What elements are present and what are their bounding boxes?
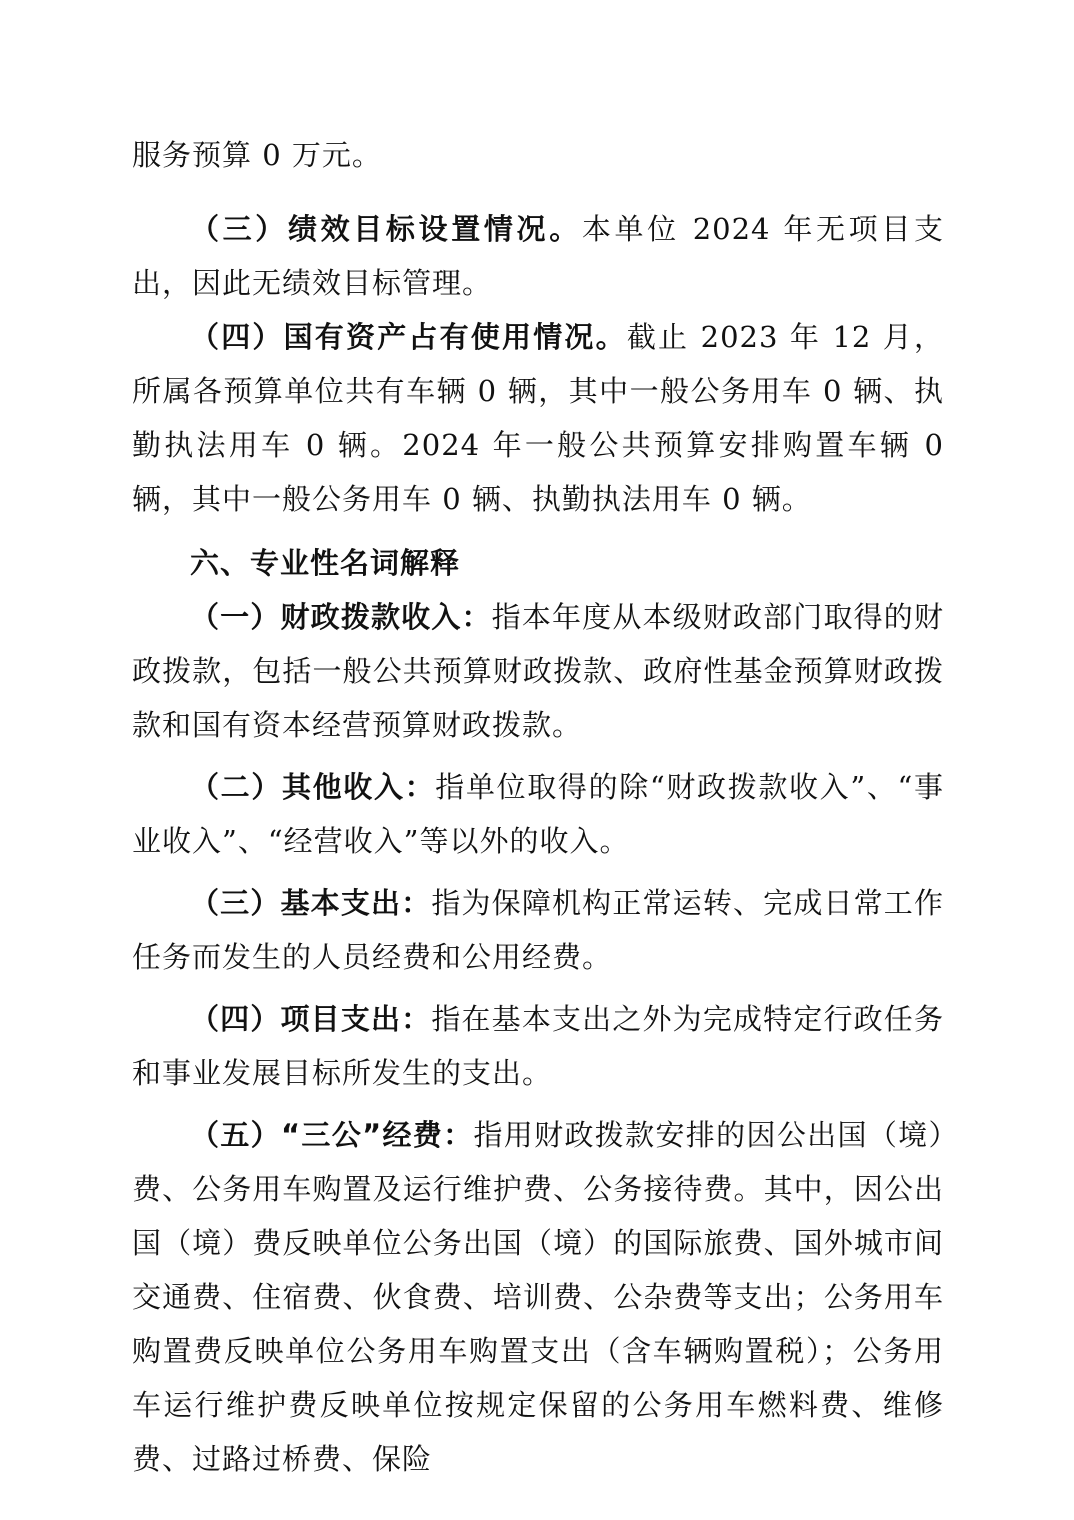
paragraph-state-assets	[132, 310, 944, 526]
definition-other-income	[132, 760, 944, 868]
paragraph-text: 本单位 2024 年无项目支出，因此无绩效目标管理。	[132, 212, 944, 300]
definition-text: 指在基本支出之外为完成特定行政任务和事业发展目标所发生的支出。	[132, 1002, 944, 1090]
definition-project-expenditure	[132, 992, 944, 1100]
definition-term: （五）“三公”经费：	[190, 1118, 474, 1152]
paragraph-lead: （三）绩效目标设置情况。	[190, 212, 582, 246]
definition-basic-expenditure	[132, 876, 944, 984]
paragraph-performance-goals	[132, 202, 944, 310]
definition-term: （三）基本支出：	[190, 886, 432, 920]
definition-term: （一）财政拨款收入：	[190, 600, 492, 634]
definition-three-public-expenses	[132, 1108, 944, 1486]
paragraph-text: 服务预算 0 万元。	[132, 138, 382, 172]
definition-text: 指为保障机构正常运转、完成日常工作任务而发生的人员经费和公用经费。	[132, 886, 944, 974]
definition-text: 指用财政拨款安排的因公出国（境）费、公务用车购置及运行维护费、公务接待费。其中，因公出国（境）费反映单位公务出国（境）的国际旅费、国外城市间交通费、住宿费、伙食费、培训费、公杂费等支出；公务用车购置费反映单位公务用车购置支出（含车辆购置税）；公务用车运行维护费反映单位按规定保留的公务用车燃料费、维修费、过路过桥费、保险	[132, 1118, 944, 1476]
definition-term: （二）其他收入：	[190, 770, 436, 804]
paragraph-text: 截止 2023 年 12 月，所属各预算单位共有车辆 0 辆，其中一般公务用车 0 辆、执勤执法用车 0 辆。2024 年一般公共预算安排购置车辆 0 辆，其中一般公务用车 0 辆、执勤执法用车 0 辆。	[132, 320, 944, 516]
section-heading: 六、专业性名词解释	[190, 546, 461, 580]
definition-term: （四）项目支出：	[190, 1002, 432, 1036]
definition-fiscal-appropriation-income	[132, 590, 944, 752]
document-body	[132, 128, 944, 1486]
definition-text: 指本年度从本级财政部门取得的财政拨款，包括一般公共预算财政拨款、政府性基金预算财政拨款和国有资本经营预算财政拨款。	[132, 600, 944, 742]
definition-text: 指单位取得的除“财政拨款收入”、“事业收入”、“经营收入”等以外的收入。	[132, 770, 944, 858]
paragraph-lead: （四）国有资产占有使用情况。	[190, 320, 627, 354]
paragraph-continuation	[132, 128, 944, 182]
